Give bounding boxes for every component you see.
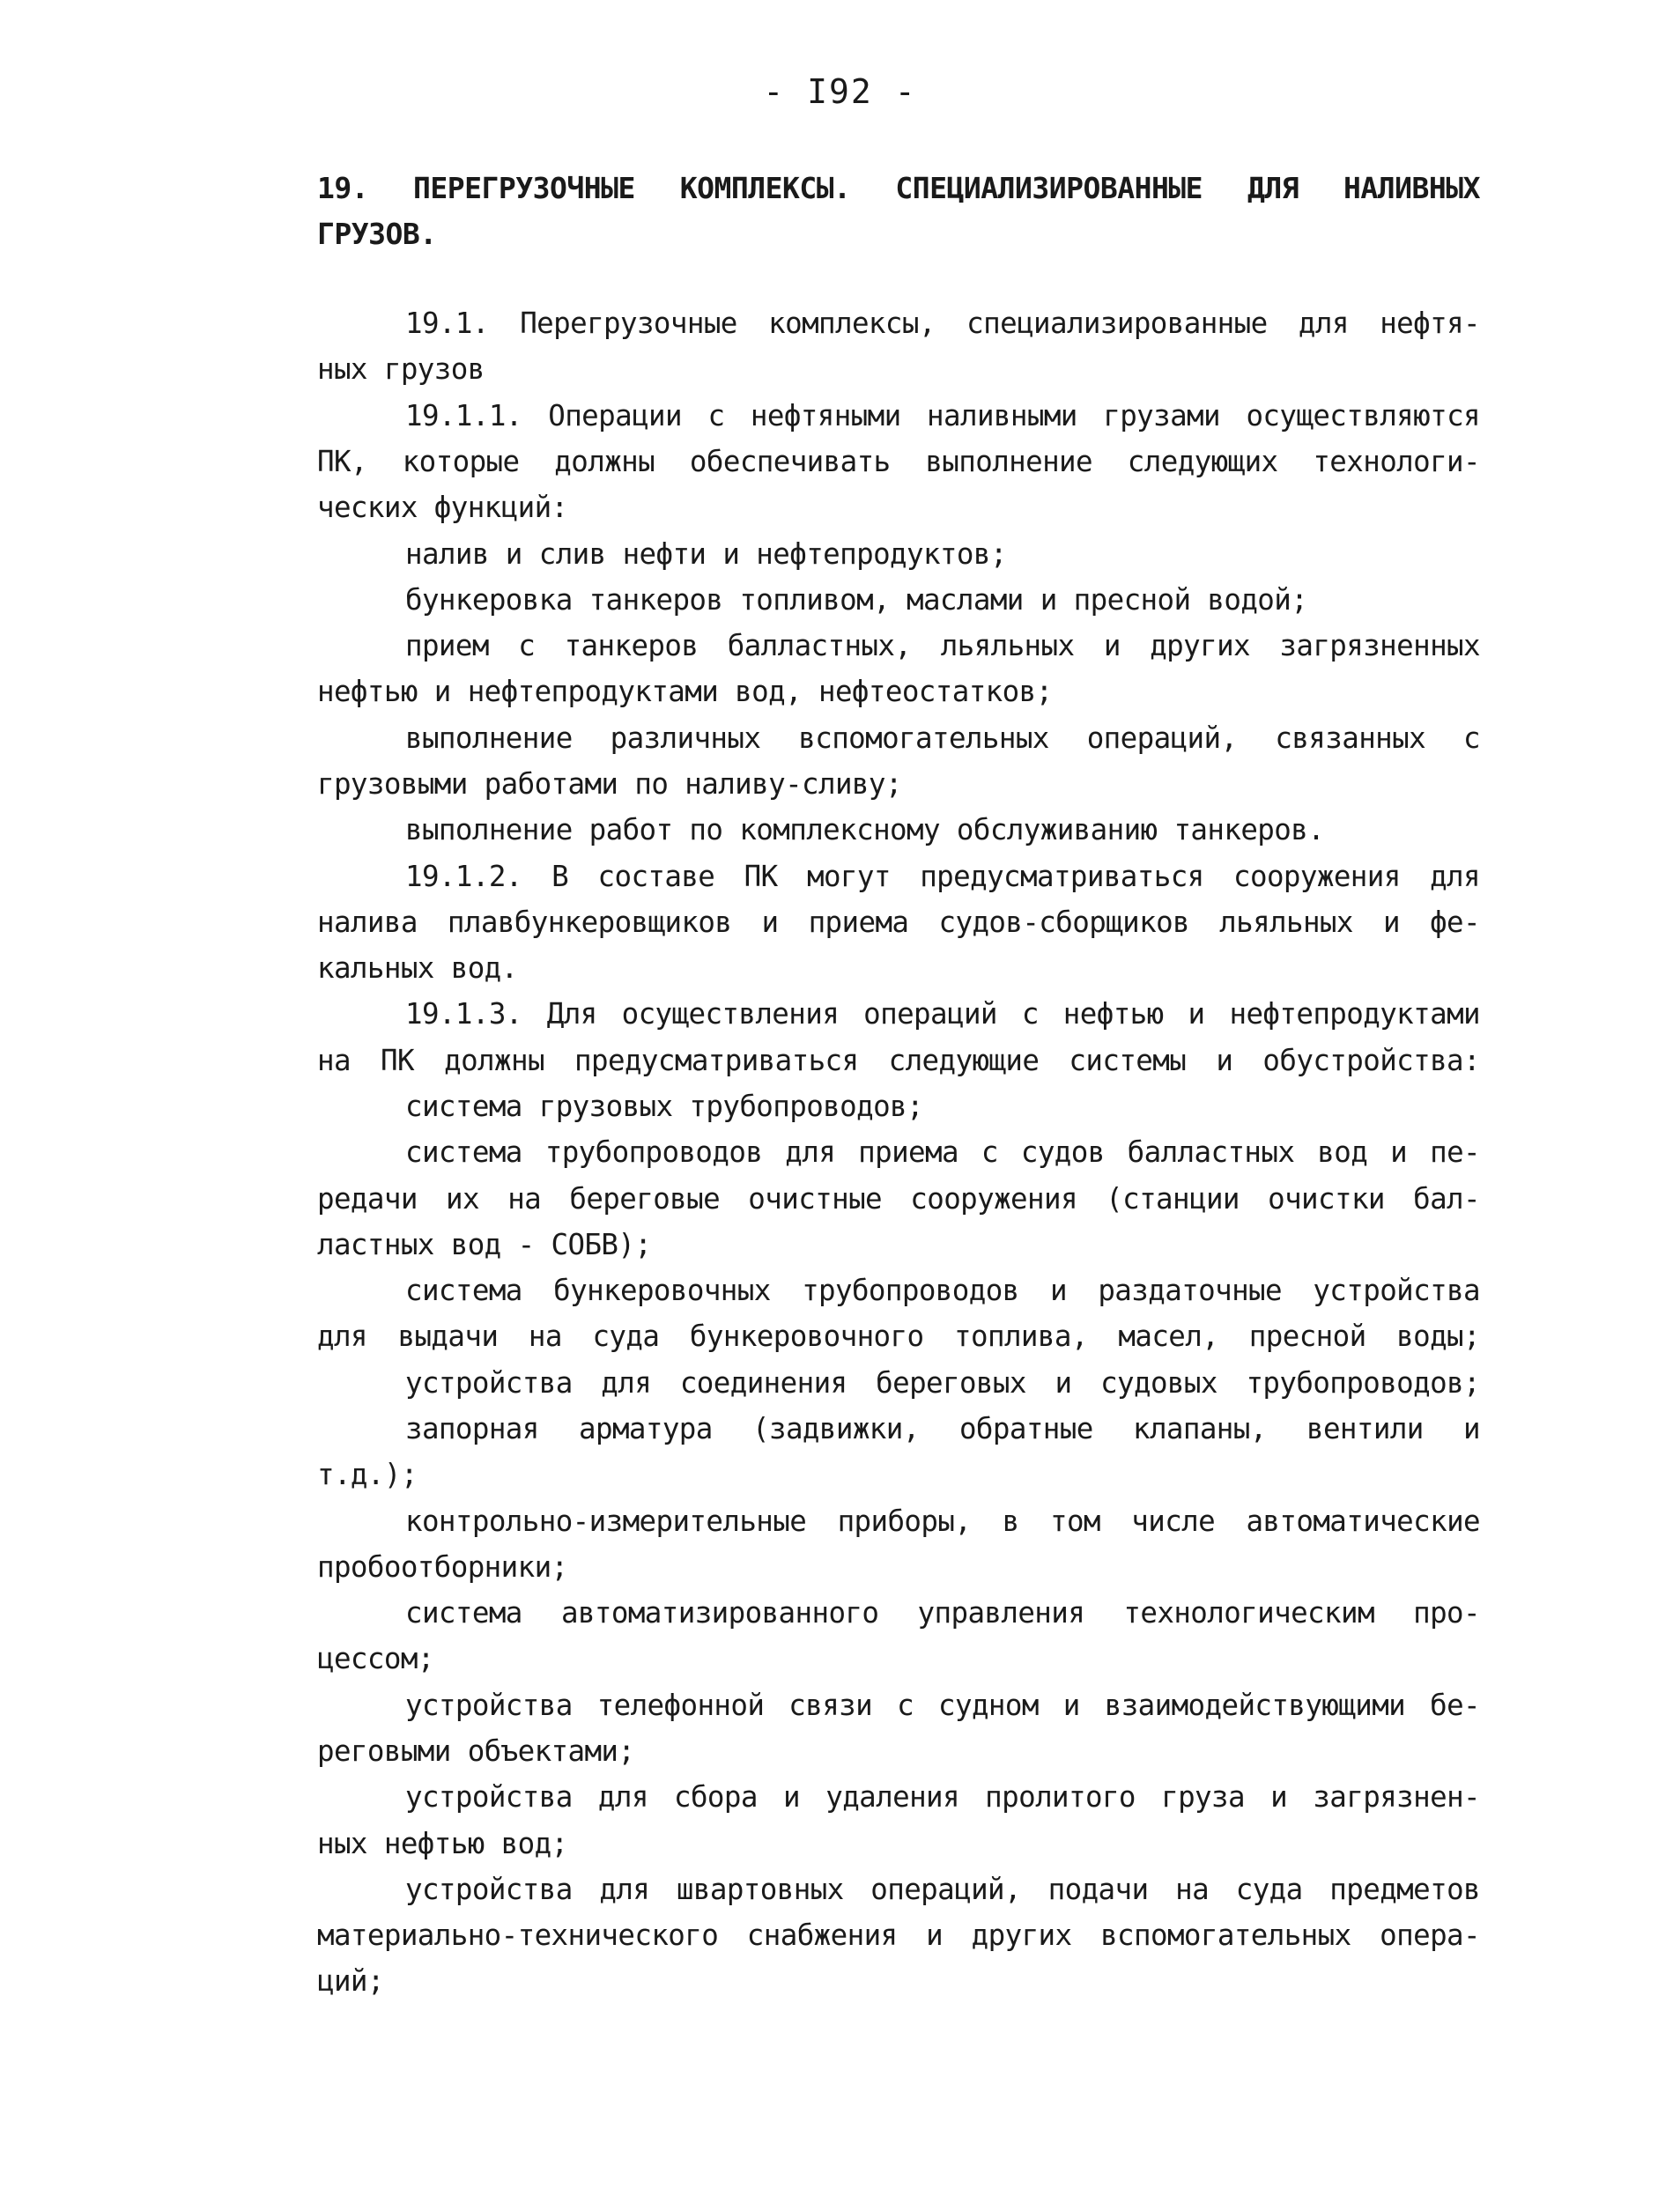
list-item-line: цессом;	[317, 1642, 434, 1675]
list-item-line: система автоматизированного управления технологическим про-	[405, 1596, 1480, 1630]
list-item-line: редачи их на береговые очистные сооружения (станции очистки бал-	[317, 1182, 1480, 1216]
list-item-line: для выдачи на суда бункеровочного топлива, масел, пресной воды;	[317, 1320, 1480, 1353]
subsection-title-line: 19.1. Перегрузочные комплексы, специализированные для нефтя-	[405, 307, 1480, 340]
section-heading-line-2: ГРУЗОВ.	[317, 217, 437, 251]
list-item-line: нефтью и нефтепродуктами вод, нефтеостатков;	[317, 675, 1053, 708]
list-item-line: выполнение работ по комплексному обслуживанию танкеров.	[405, 813, 1325, 846]
list-item-line: устройства телефонной связи с судном и взаимодействующими бе-	[405, 1689, 1480, 1722]
list-item-line: материально-технического снабжения и других вспомогательных опера-	[317, 1918, 1480, 1952]
list-item-line: система бункеровочных трубопроводов и раздаточные устройства	[405, 1274, 1480, 1307]
paragraph-line: 19.1.2. В составе ПК могут предусматриваться сооружения для	[405, 860, 1480, 893]
paragraph-line: 19.1.1. Операции с нефтяными наливными грузами осуществляются	[405, 399, 1480, 432]
section-heading-line-1: 19. ПЕРЕГРУЗОЧНЫЕ КОМПЛЕКСЫ. СПЕЦИАЛИЗИРОВАННЫЕ ДЛЯ НАЛИВНЫХ	[317, 171, 1480, 205]
list-item-line: выполнение различных вспомогательных операций, связанных с	[405, 721, 1480, 755]
paragraph-line: ческих функций:	[317, 491, 568, 524]
list-item-line: запорная арматура (задвижки, обратные клапаны, вентили и	[405, 1412, 1480, 1445]
list-item-line: ций;	[317, 1964, 384, 1998]
list-item-line: бункеровка танкеров топливом, маслами и пресной водой;	[405, 583, 1308, 617]
list-item-line: система трубопроводов для приема с судов балластных вод и пе-	[405, 1135, 1480, 1169]
paragraph-line: ПК, которые должны обеспечивать выполнение следующих технологи-	[317, 445, 1480, 478]
list-item-line: система грузовых трубопроводов;	[405, 1090, 923, 1123]
list-item-line: налив и слив нефти и нефтепродуктов;	[405, 537, 1007, 571]
list-item-line: устройства для швартовных операций, подачи на суда предметов	[405, 1873, 1480, 1906]
list-item-line: реговыми объектами;	[317, 1734, 635, 1768]
paragraph-line: 19.1.3. Для осуществления операций с нефтью и нефтепродуктами	[405, 997, 1480, 1031]
subsection-title-line: ных грузов	[317, 352, 485, 386]
list-item-line: прием с танкеров балластных, льяльных и других загрязненных	[405, 629, 1480, 662]
list-item-line: грузовыми работами по наливу-сливу;	[317, 767, 902, 801]
list-item-line: ластных вод - СОБВ);	[317, 1228, 652, 1261]
list-item-line: пробоотборники;	[317, 1550, 568, 1584]
paragraph-line: налива плавбункеровщиков и приема судов-сборщиков льяльных и фе-	[317, 906, 1480, 939]
list-item-line: устройства для соединения береговых и судовых трубопроводов;	[405, 1366, 1480, 1400]
list-item-line: контрольно-измерительные приборы, в том числе автоматические	[405, 1504, 1480, 1538]
list-item-line: ных нефтью вод;	[317, 1827, 568, 1860]
list-item-line: устройства для сбора и удаления пролитого груза и загрязнен-	[405, 1780, 1480, 1814]
page-number: - I92 -	[763, 72, 917, 111]
paragraph-line: кальных вод.	[317, 951, 518, 985]
list-item-line: т.д.);	[317, 1458, 418, 1491]
paragraph-line: на ПК должны предусматриваться следующие системы и обустройства:	[317, 1044, 1480, 1077]
